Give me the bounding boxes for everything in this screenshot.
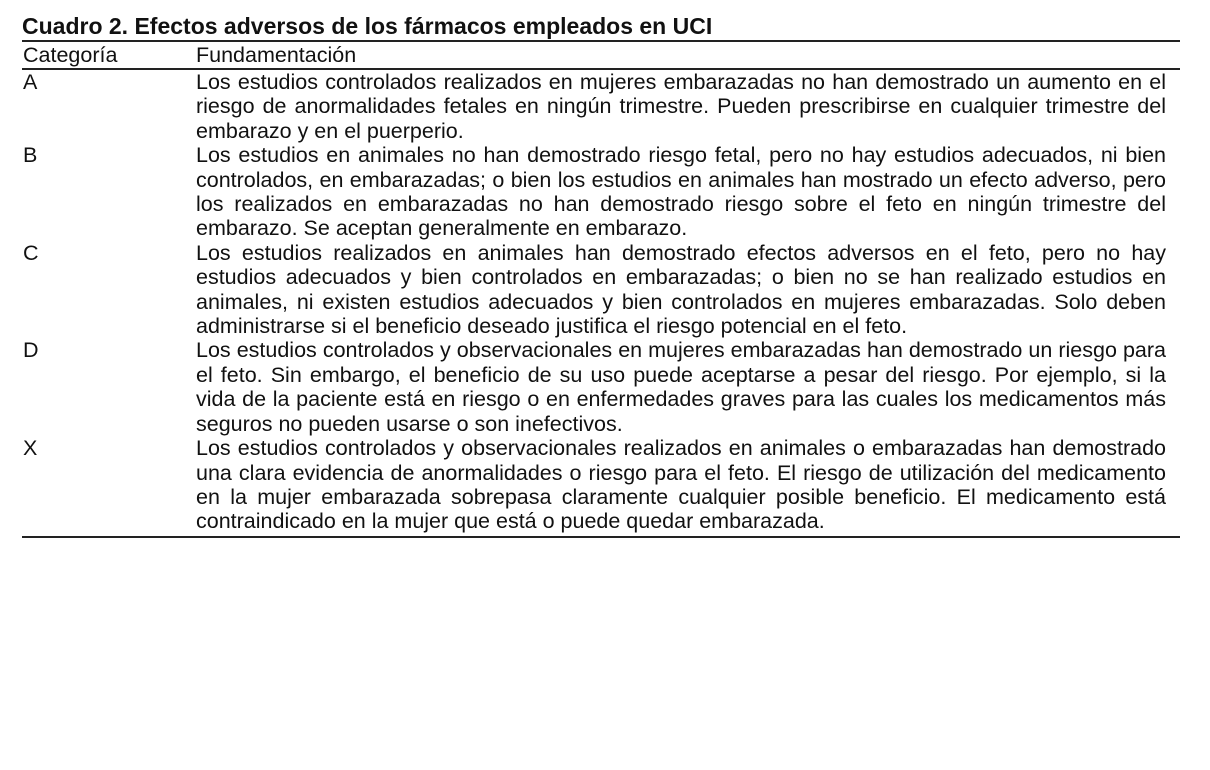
table-body [22,69,1180,537]
row-category: B [23,143,38,168]
fda-category-table [22,40,1180,538]
table-row [22,338,1180,436]
header-row [22,41,1180,69]
row-category: X [23,436,38,461]
table-row [22,436,1180,537]
header-category: Categoría [23,43,118,67]
row-rationale: Los estudios controlados y observacionales realizados en animales o embarazadas han demostrado una clara evidencia de anormalidades o riesgo para el feto. El riesgo de utilización del medicamento en la mujer embarazada sobrepasa claramente cualquier posible beneficio. El medicamento está contraindicado en la mujer que está o puede quedar embarazada. [196,436,1166,534]
row-rationale: Los estudios realizados en animales han demostrado efectos adversos en el feto, pero no hay estudios adecuados y bien controlados en embarazadas; o bien no se han realizado estudios en animales, ni existen estudios adecuados y bien controlados en mujeres embarazadas. Solo deben administrarse si el beneficio deseado justifica el riesgo potencial en el feto. [196,240,1166,339]
row-rationale: Los estudios controlados realizados en mujeres embarazadas no han demostrado un aumento en el riesgo de anormalidades fetales en ningún trimestre. Pueden prescribirse en cualquier trimestre del embarazo y en el puerperio. [196,70,1166,143]
row-category: A [23,70,38,94]
document [22,12,1180,538]
row-category: D [23,338,39,363]
header-rationale: Fundamentación [196,43,357,67]
row-rationale: Los estudios en animales no han demostrado riesgo fetal, pero no hay estudios adecuados, ni bien controlados, en embarazadas; o bien los estudios en animales han mostrado un efecto adverso, pero los realizados en embarazadas no han demostrado riesgo sobre el feto en ningún trimestre del embarazo. Se aceptan generalmente en embarazo. [196,143,1166,241]
table-header [22,41,1180,69]
table-row [22,143,1180,241]
table-title: Cuadro 2. Efectos adversos de los fármacos empleados en UCI [22,13,713,39]
row-category: C [23,240,39,265]
table-row [22,241,1180,339]
row-rationale: Los estudios controlados y observacionales en mujeres embarazadas han demostrado un riesgo para el feto. Sin embargo, el beneficio de su uso puede aceptarse a pesar del riesgo. Por ejemplo, si la vida de la paciente está en riesgo o en enfermedades graves para las cuales los medicamentos más seguros no pueden usarse o son inefectivos. [196,338,1166,436]
table-row [22,69,1180,143]
